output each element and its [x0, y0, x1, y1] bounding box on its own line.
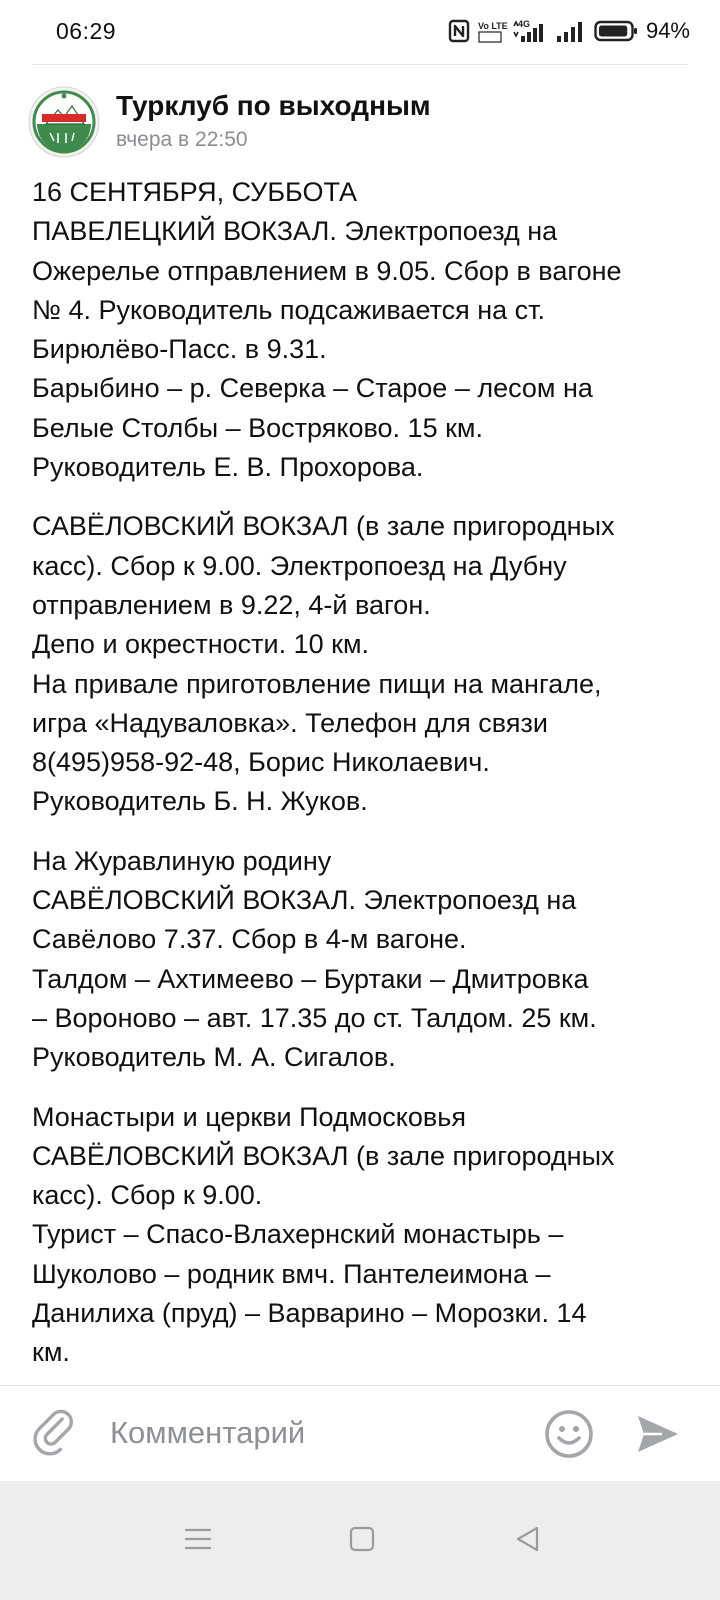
post-paragraph [32, 842, 694, 1078]
post-text-line: № 4. Руководитель подсаживается на ст. [32, 294, 546, 325]
volte-icon [477, 18, 508, 44]
post-text-line: Белые Столбы – Востряково. 15 км. [32, 412, 483, 443]
avatar[interactable] [28, 86, 100, 158]
smiley-icon [543, 1408, 595, 1460]
post-text-line: Ожерелье отправлением в 9.05. Сбор в вагоне [32, 255, 622, 286]
comment-bar [0, 1385, 720, 1482]
nav-home-button[interactable] [334, 1511, 390, 1567]
post-text-line: Депо и окрестности. 10 км. [32, 629, 370, 660]
volte-label: Vo LTE [477, 21, 508, 31]
post-text-line: Турист – Спасо-Влахернский монастырь – [32, 1219, 564, 1250]
post-text-line: Данилиха (пруд) – Варварино – Морозки. 14 [32, 1298, 587, 1329]
status-time: 06:29 [56, 18, 117, 44]
post-text-line: касс). Сбор к 9.00. [32, 1180, 263, 1211]
post-text-line: Савёлово 7.37. Сбор в 4-м вагоне. [32, 924, 467, 955]
post-text-line: Талдом – Ахтимеево – Буртаки – Дмитровка [32, 963, 589, 994]
post-text-line: 8(495)958-92-48, Борис Николаевич. [32, 747, 490, 778]
post-text-line: км. [32, 1337, 70, 1368]
comment-input[interactable] [110, 1406, 510, 1460]
post-text-line: Барыбино – р. Северка – Старое – лесом на [32, 373, 593, 404]
4g-signal-icon [512, 18, 548, 44]
nav-back-button[interactable] [500, 1511, 556, 1567]
post-paragraph [32, 173, 694, 487]
emoji-button[interactable] [543, 1408, 595, 1460]
post-text-line: – Вороново – авт. 17.35 до ст. Талдом. 25 км. [32, 1002, 597, 1033]
post-timestamp: вчера в 22:50 [116, 128, 248, 151]
post-text-line: Бирюлёво-Пасс. в 9.31. [32, 334, 327, 365]
post-paragraph [32, 1098, 694, 1373]
post-text-line: Руководитель Б. Н. Жуков. [32, 786, 368, 817]
back-icon [513, 1524, 543, 1554]
post-text-line: игра «Надуваловка». Телефон для связи [32, 707, 548, 738]
menu-icon [183, 1524, 213, 1554]
post-text-line: касс). Сбор к 9.00. Электропоезд на Дубну [32, 550, 567, 581]
send-icon [632, 1408, 684, 1460]
home-icon [347, 1524, 377, 1554]
post-paragraph [32, 507, 694, 821]
post-text-line: ПАВЕЛЕЦКИЙ ВОКЗАЛ. Электропоезд на [32, 216, 558, 247]
post-text-line: Руководитель М. А. Сигалов. [32, 1042, 396, 1073]
network-label: 4G [517, 19, 530, 29]
battery-percentage: 94% [645, 18, 690, 43]
divider [32, 64, 688, 65]
nfc-icon [448, 19, 470, 43]
battery-icon [594, 19, 638, 43]
navigation-bar [0, 1481, 720, 1600]
nav-menu-button[interactable] [170, 1511, 226, 1567]
post-text-line: Руководитель Е. В. Прохорова. [32, 452, 424, 483]
post-text-line: На привале приготовление пищи на мангале, [32, 668, 602, 699]
post-text-line: На Журавлиную родину [32, 845, 332, 876]
post-text-line: САВЁЛОВСКИЙ ВОКЗАЛ. Электропоезд на [32, 885, 577, 916]
post-text-line: САВЁЛОВСКИЙ ВОКЗАЛ (в зале пригородных [32, 511, 615, 542]
club-logo-icon [28, 86, 100, 158]
post-text [32, 173, 694, 1383]
send-button[interactable] [632, 1408, 684, 1460]
status-bar [0, 0, 720, 64]
status-icons [448, 16, 690, 46]
post-author[interactable]: Турклуб по выходным [116, 90, 431, 121]
post-text-line: 16 СЕНТЯБРЯ, СУББОТА [32, 177, 358, 207]
post-text-line: Шуколово – родник вмч. Пантелеимона – [32, 1258, 551, 1289]
post-header [28, 86, 688, 162]
post-text-line: Монастыри и церкви Подмосковья [32, 1101, 466, 1132]
attach-button[interactable] [30, 1408, 82, 1460]
post-text-line: отправлением в 9.22, 4-й вагон. [32, 589, 431, 620]
paperclip-icon [30, 1408, 82, 1460]
signal-icon [556, 19, 586, 43]
post-text-line: САВЁЛОВСКИЙ ВОКЗАЛ (в зале пригородных [32, 1140, 615, 1171]
